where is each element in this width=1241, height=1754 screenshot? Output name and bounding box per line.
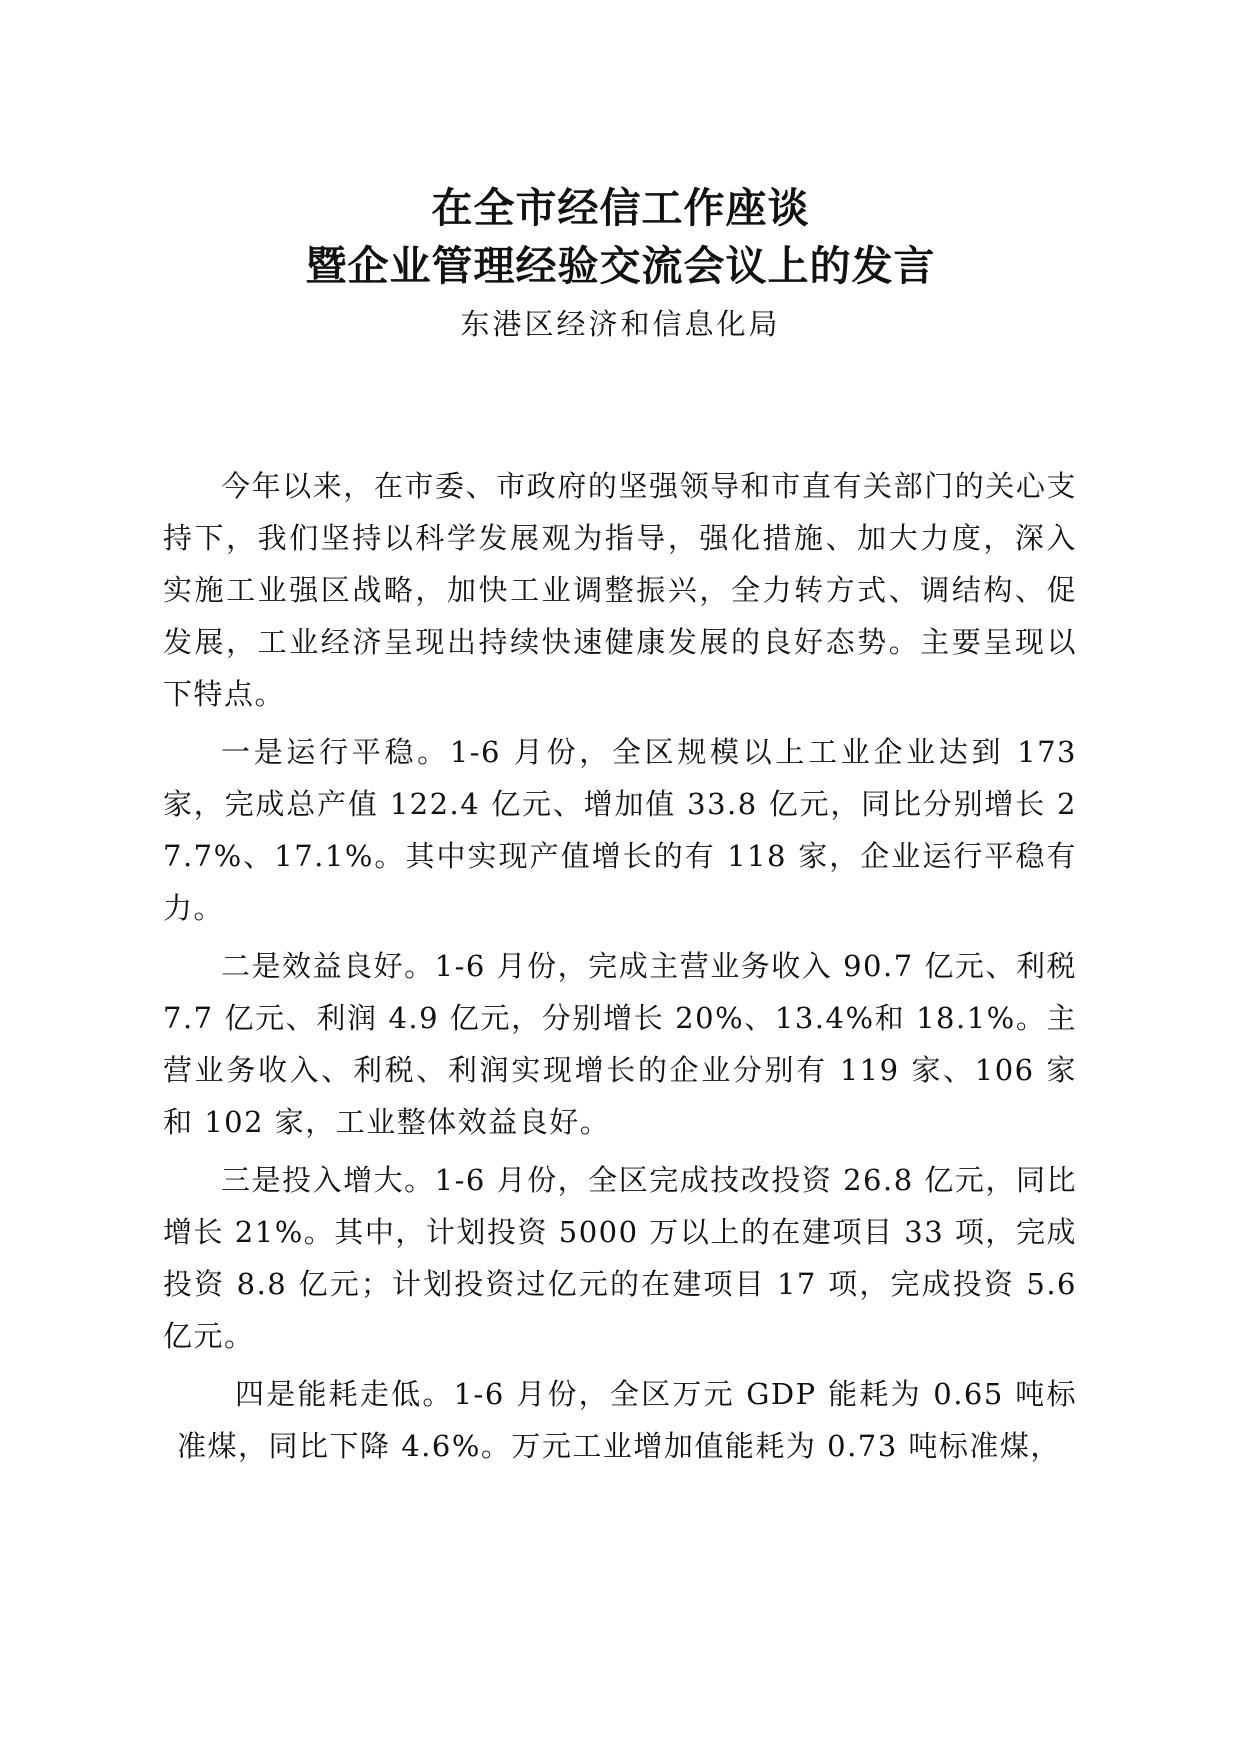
paragraph-good-benefits: 二是效益良好。1-6 月份，完成主营业务收入 90.7 亿元、利税 7.7 亿元、利润 4.9 亿元，分别增长 20%、13.4%和 18.1%。主营业务收入、利税、利润实现增长的企业分别有 119 家、106 家和 102 家，工业整体效益良好。 <box>163 949 1077 1139</box>
issuing-organization: 东港区经济和信息化局 <box>460 307 781 341</box>
document-body <box>163 460 1077 1472</box>
document-title-line-2: 暨企业管理经验交流会议上的发言 <box>305 242 936 290</box>
paragraph-increased-investment: 三是投入增大。1-6 月份，全区完成技改投资 26.8 亿元，同比增长 21%。其中，计划投资 5000 万以上的在建项目 33 项，完成投资 8.8 亿元；计划投资过亿元的在建项目 17 项，完成投资 5.6 亿元。 <box>163 1163 1077 1353</box>
paragraph-intro: 今年以来，在市委、市政府的坚强领导和市直有关部门的关心支持下，我们坚持以科学发展观为指导，强化措施、加大力度，深入实施工业强区战略，加快工业调整振兴，全力转方式、调结构、促发展，工业经济呈现出持续快速健康发展的良好态势。主要呈现以下特点。 <box>163 469 1077 711</box>
paragraph-stable-operation: 一是运行平稳。1-6 月份，全区规模以上工业企业达到 173 家，完成总产值 122.4 亿元、增加值 33.8 亿元，同比分别增长 27.7%、17.1%。其中实现产值增长的有 118 家，企业运行平稳有力。 <box>163 735 1077 925</box>
document-title-line-1: 在全市经信工作座谈 <box>431 184 810 232</box>
paragraph-lower-energy-consumption: 四是能耗走低。1-6 月份，全区万元 GDP 能耗为 0.65 吨标准煤，同比下降 4.6%。万元工业增加值能耗为 0.73 吨标准煤， <box>177 1377 1077 1463</box>
